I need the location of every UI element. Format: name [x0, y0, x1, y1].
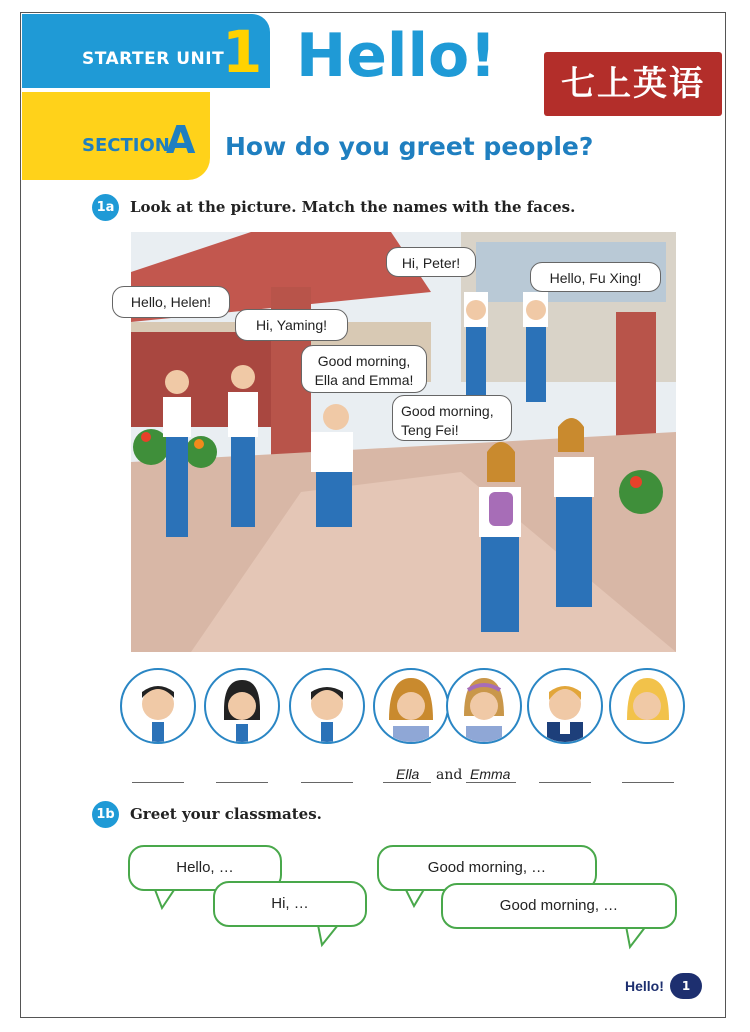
- greeting-bubble-good-morning-1: Good morning, …: [377, 845, 597, 891]
- speech-bubble-hi-yaming: Hi, Yaming!: [235, 309, 348, 341]
- unit-label: STARTER UNIT: [82, 49, 225, 69]
- speech-bubble-hello-helen: Hello, Helen!: [112, 286, 230, 318]
- activity-1a-badge: 1a: [92, 194, 119, 221]
- section-question: How do you greet people?: [225, 132, 594, 161]
- speech-bubble-good-morning-ella-emma: Good morning, Ella and Emma!: [301, 345, 427, 393]
- activity-1b-badge: 1b: [92, 801, 119, 828]
- activity-1b-instruction: Greet your classmates.: [130, 805, 322, 823]
- answer-ella: Ella: [396, 766, 420, 782]
- section-label: SECTION: [82, 135, 170, 156]
- answer-and: and: [436, 767, 463, 783]
- section-letter: A: [166, 118, 196, 162]
- page-number: 1: [670, 973, 702, 999]
- speech-bubble-hi-peter: Hi, Peter!: [386, 247, 476, 277]
- speech-bubble-hello-fu-xing: Hello, Fu Xing!: [530, 262, 661, 292]
- unit-title: Hello!: [296, 21, 497, 91]
- speech-bubble-good-morning-teng-fei: Good morning, Teng Fei!: [392, 395, 512, 441]
- greeting-bubble-hello: Hello, …: [128, 845, 282, 891]
- footer-title: Hello!: [625, 978, 664, 994]
- greeting-bubble-hi: Hi, …: [213, 881, 367, 927]
- greeting-bubble-good-morning-2: Good morning, …: [441, 883, 677, 929]
- unit-number: 1: [222, 18, 263, 86]
- answer-emma: Emma: [470, 766, 511, 782]
- watermark-tag: 七上英语: [544, 52, 722, 116]
- activity-1a-instruction: Look at the picture. Match the names with the faces.: [130, 198, 576, 216]
